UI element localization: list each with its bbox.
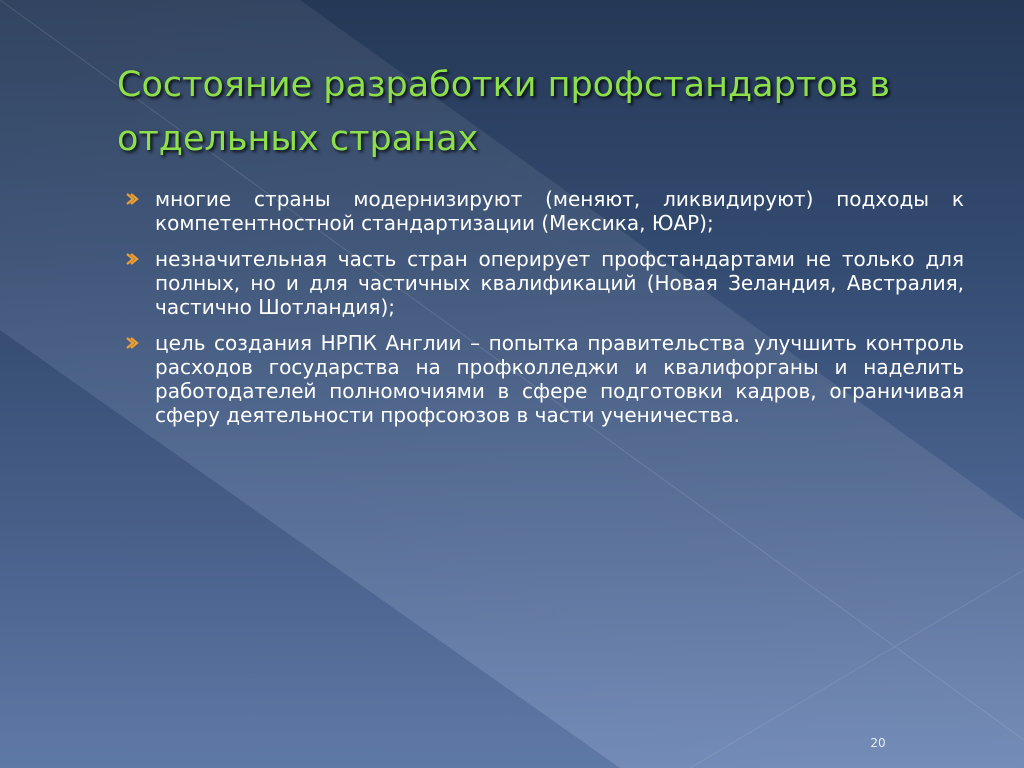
slide-title: Состояние разработки профстандартов в отдельных странах [117, 65, 891, 159]
bullet-item [121, 331, 964, 427]
bullet-item [121, 247, 964, 319]
chevron-arrow-icon [125, 336, 139, 350]
bullet-text: многие страны модернизируют (меняют, ликвидируют) подходы к компетентностной стандартизации (Мексика, ЮАР); [155, 187, 964, 235]
chevron-arrow-icon [125, 192, 139, 206]
bullet-item [121, 187, 964, 235]
bullet-text: незначительная часть стран оперирует профстандартами не только для полных, но и для частичных квалификаций (Новая Зеландия, Австралия, частично Шотландия); [155, 247, 964, 319]
slide-number: 20 [870, 736, 886, 750]
chevron-arrow-icon [125, 252, 139, 266]
bullet-text: цель создания НРПК Англии – попытка правительства улучшить контроль расходов государства на профколледжи и квалифорганы и наделить работодателей полномочиями в сфере подготовки кадров, ограничивая сферу деятельности профсоюзов в части ученичества. [155, 331, 964, 427]
bullet-list [121, 187, 964, 439]
